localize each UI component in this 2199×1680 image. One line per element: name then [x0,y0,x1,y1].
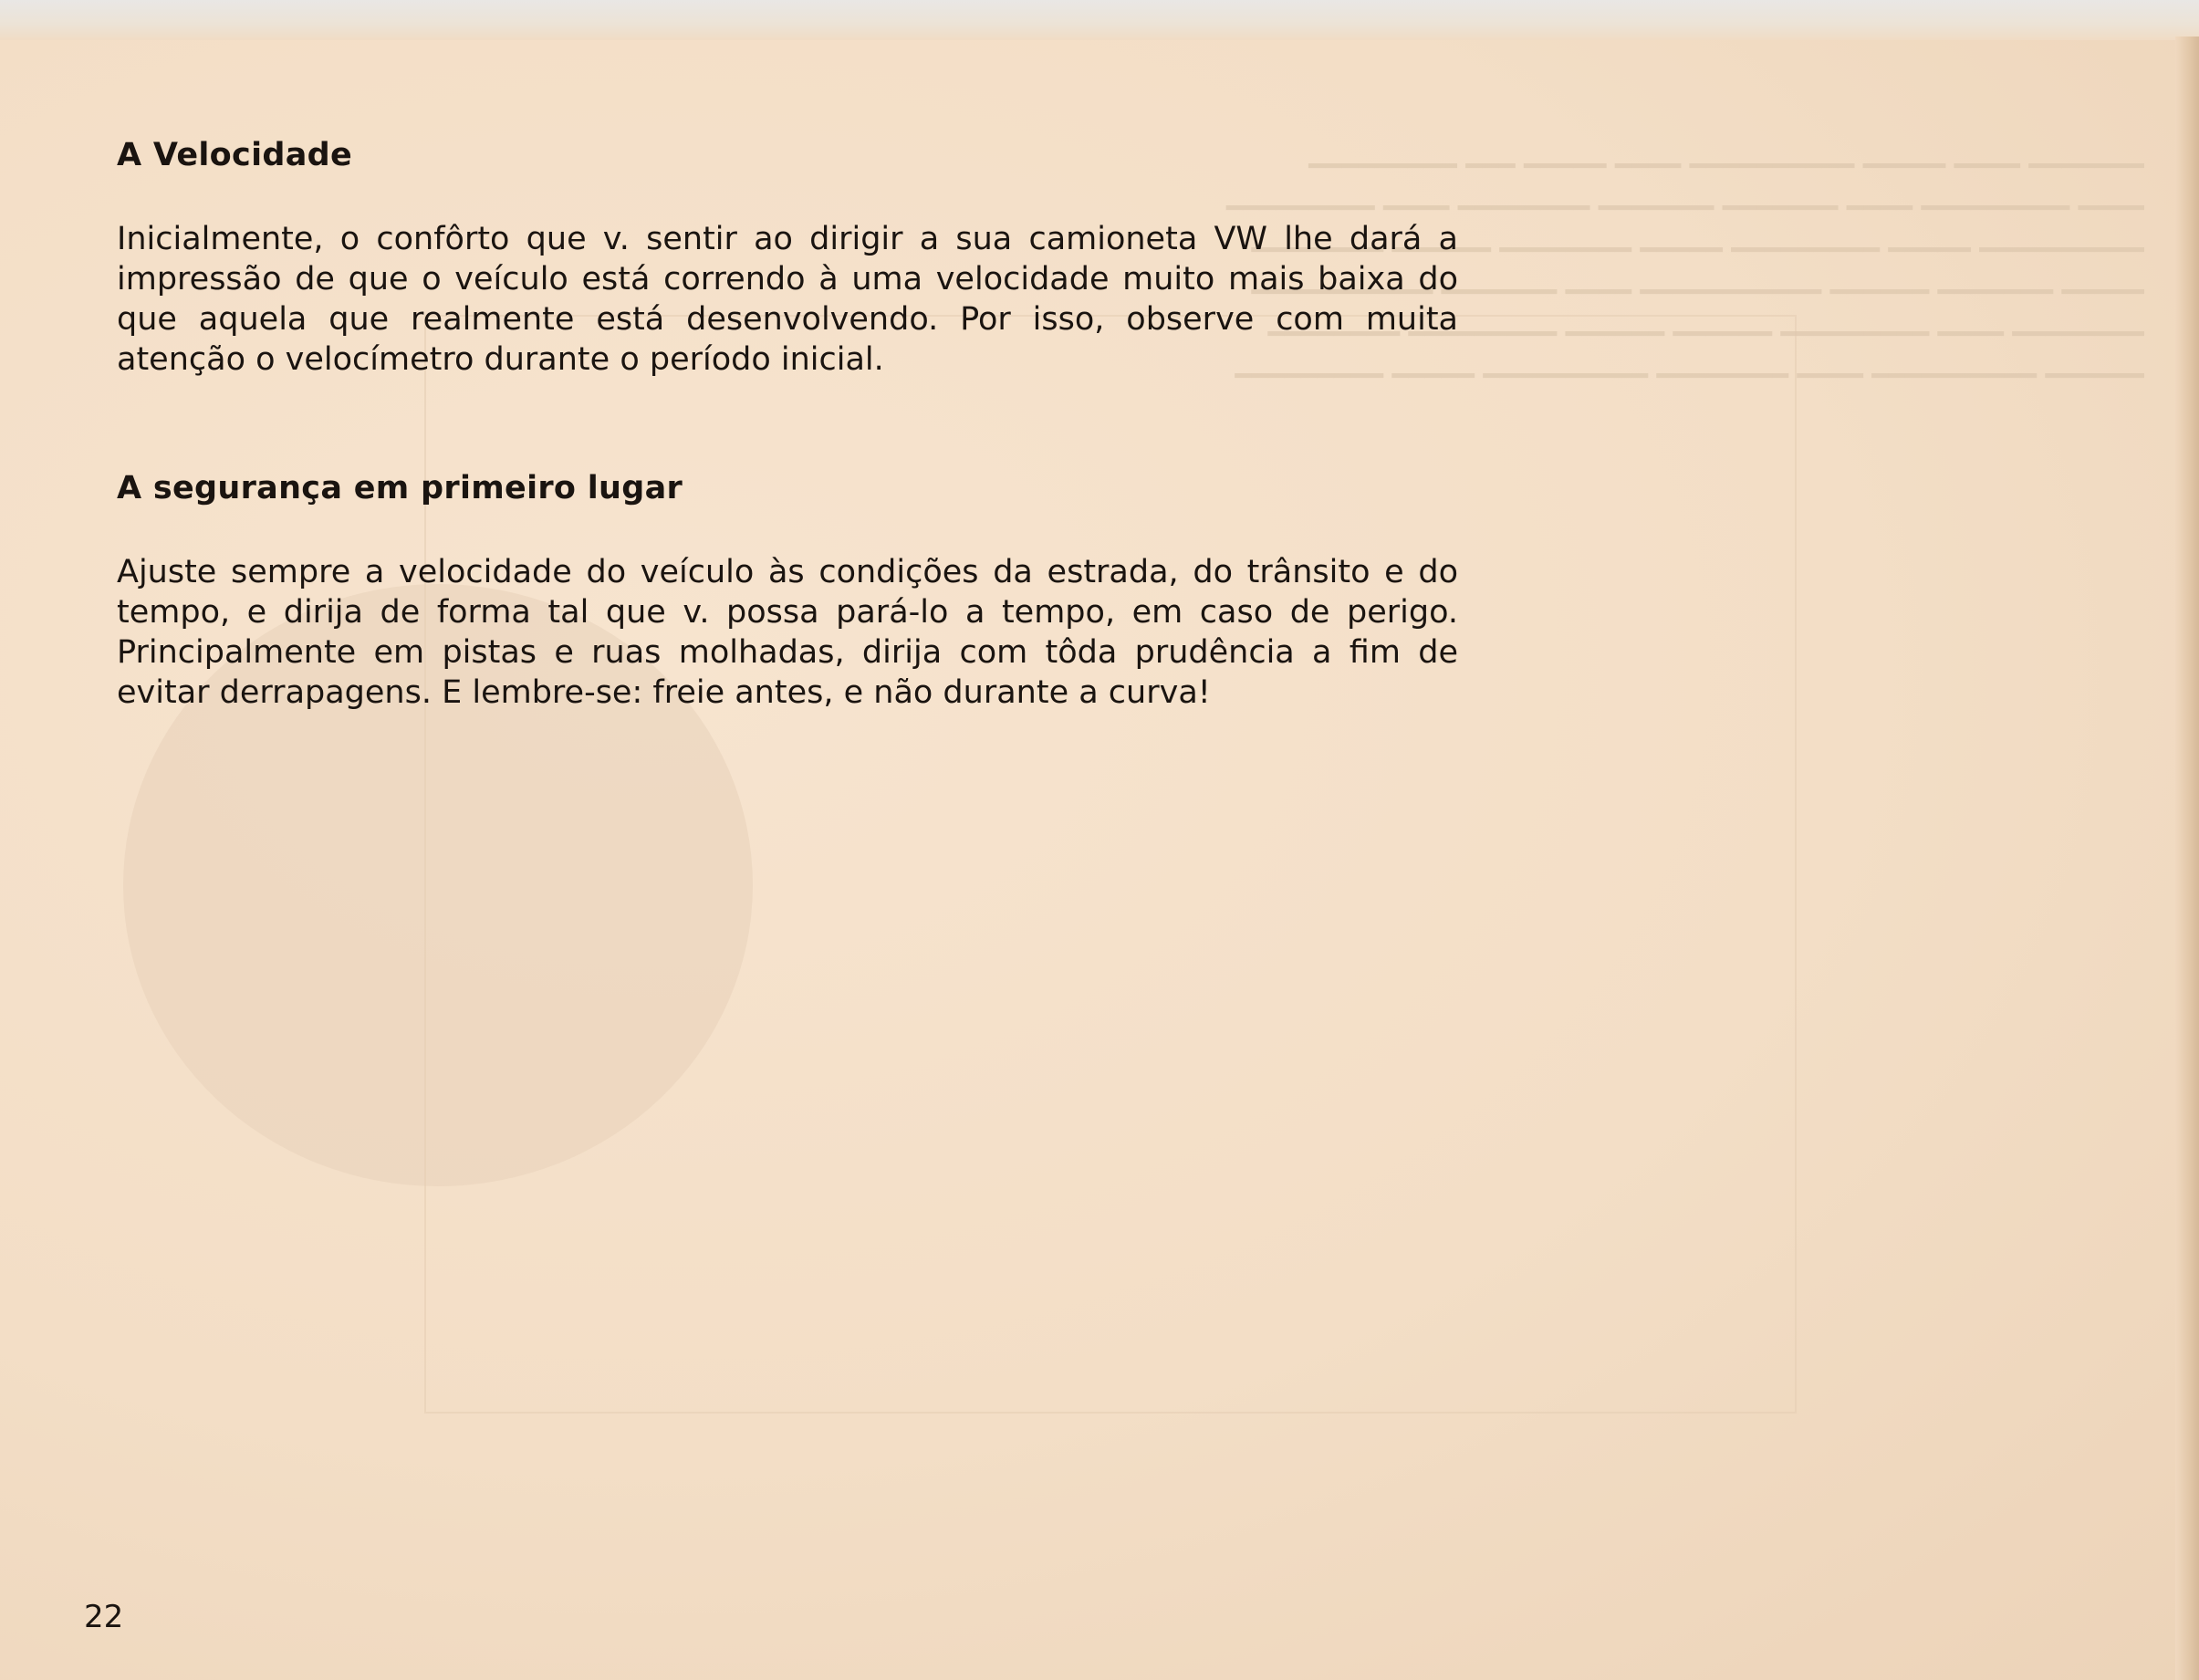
paragraph-velocidade: Inicialmente, o confôrto que v. sentir ao dirigir a sua camioneta VW lhe dará a impressão de que o veículo está correndo à uma velocidade muito mais baixa do que aquela que realmente está desenvolvendo. Por isso, observe com muita atenção o velocímetro durante o período inicial. [117,221,1458,378]
section-heading-seguranca: A segurança em primeiro lugar [117,470,683,506]
paragraph-seguranca: Ajuste sempre a velocidade do veículo às condições da estrada, do trânsito e do tempo, e dirija de forma tal que v. possa pará-lo a tempo, em caso de perigo. Principalmente em pistas e ruas molhadas, dirija com tôda prudência a fim de evitar derrapagens. E lembre-se: freie antes, e não durante a curva! [117,554,1458,711]
section-heading-velocidade: A Velocidade [117,137,353,173]
page-binding-edge [2175,37,2199,1680]
bleed-through-text: ━━━━━━━ ━━━━ ━━━━━ ━━━━━━━━━━ ━━━━ ━━━━━ ━━━ ━━━━━━━━━ ━━━━ ━━━━━━━━━ ━━━━ ━━━━━━━ ━━━━━━━ ━━━━━━━━ ━━━━ ━━━━━━━━━ ━━━━━━━━━━ ━━━━━ ━━━━━━━━━ ━━━━━ ━━━━━━━━ ━━━━━━ ━━━━━━━━ ━━━━━ ━━━━━━━ ━━━━━━ ━━━━━━━━━━━ ━━━━ ━━━━━━━ ━━━━━━━━━━━ ━━━━━━━━ ━━━━ ━━━━━━━━━ ━━━━━━ ━━━━━━ ━━━━━━━━━ ━━━━━━━━ ━━━━━━ ━━━━━━━━━━ ━━━━ ━━━━━━━━ ━━━━━━━━━━ ━━━━━ ━━━━━━━━━ [1226,151,2144,392]
scan-top-edge [0,0,2199,40]
page-number: 22 [84,1599,124,1635]
